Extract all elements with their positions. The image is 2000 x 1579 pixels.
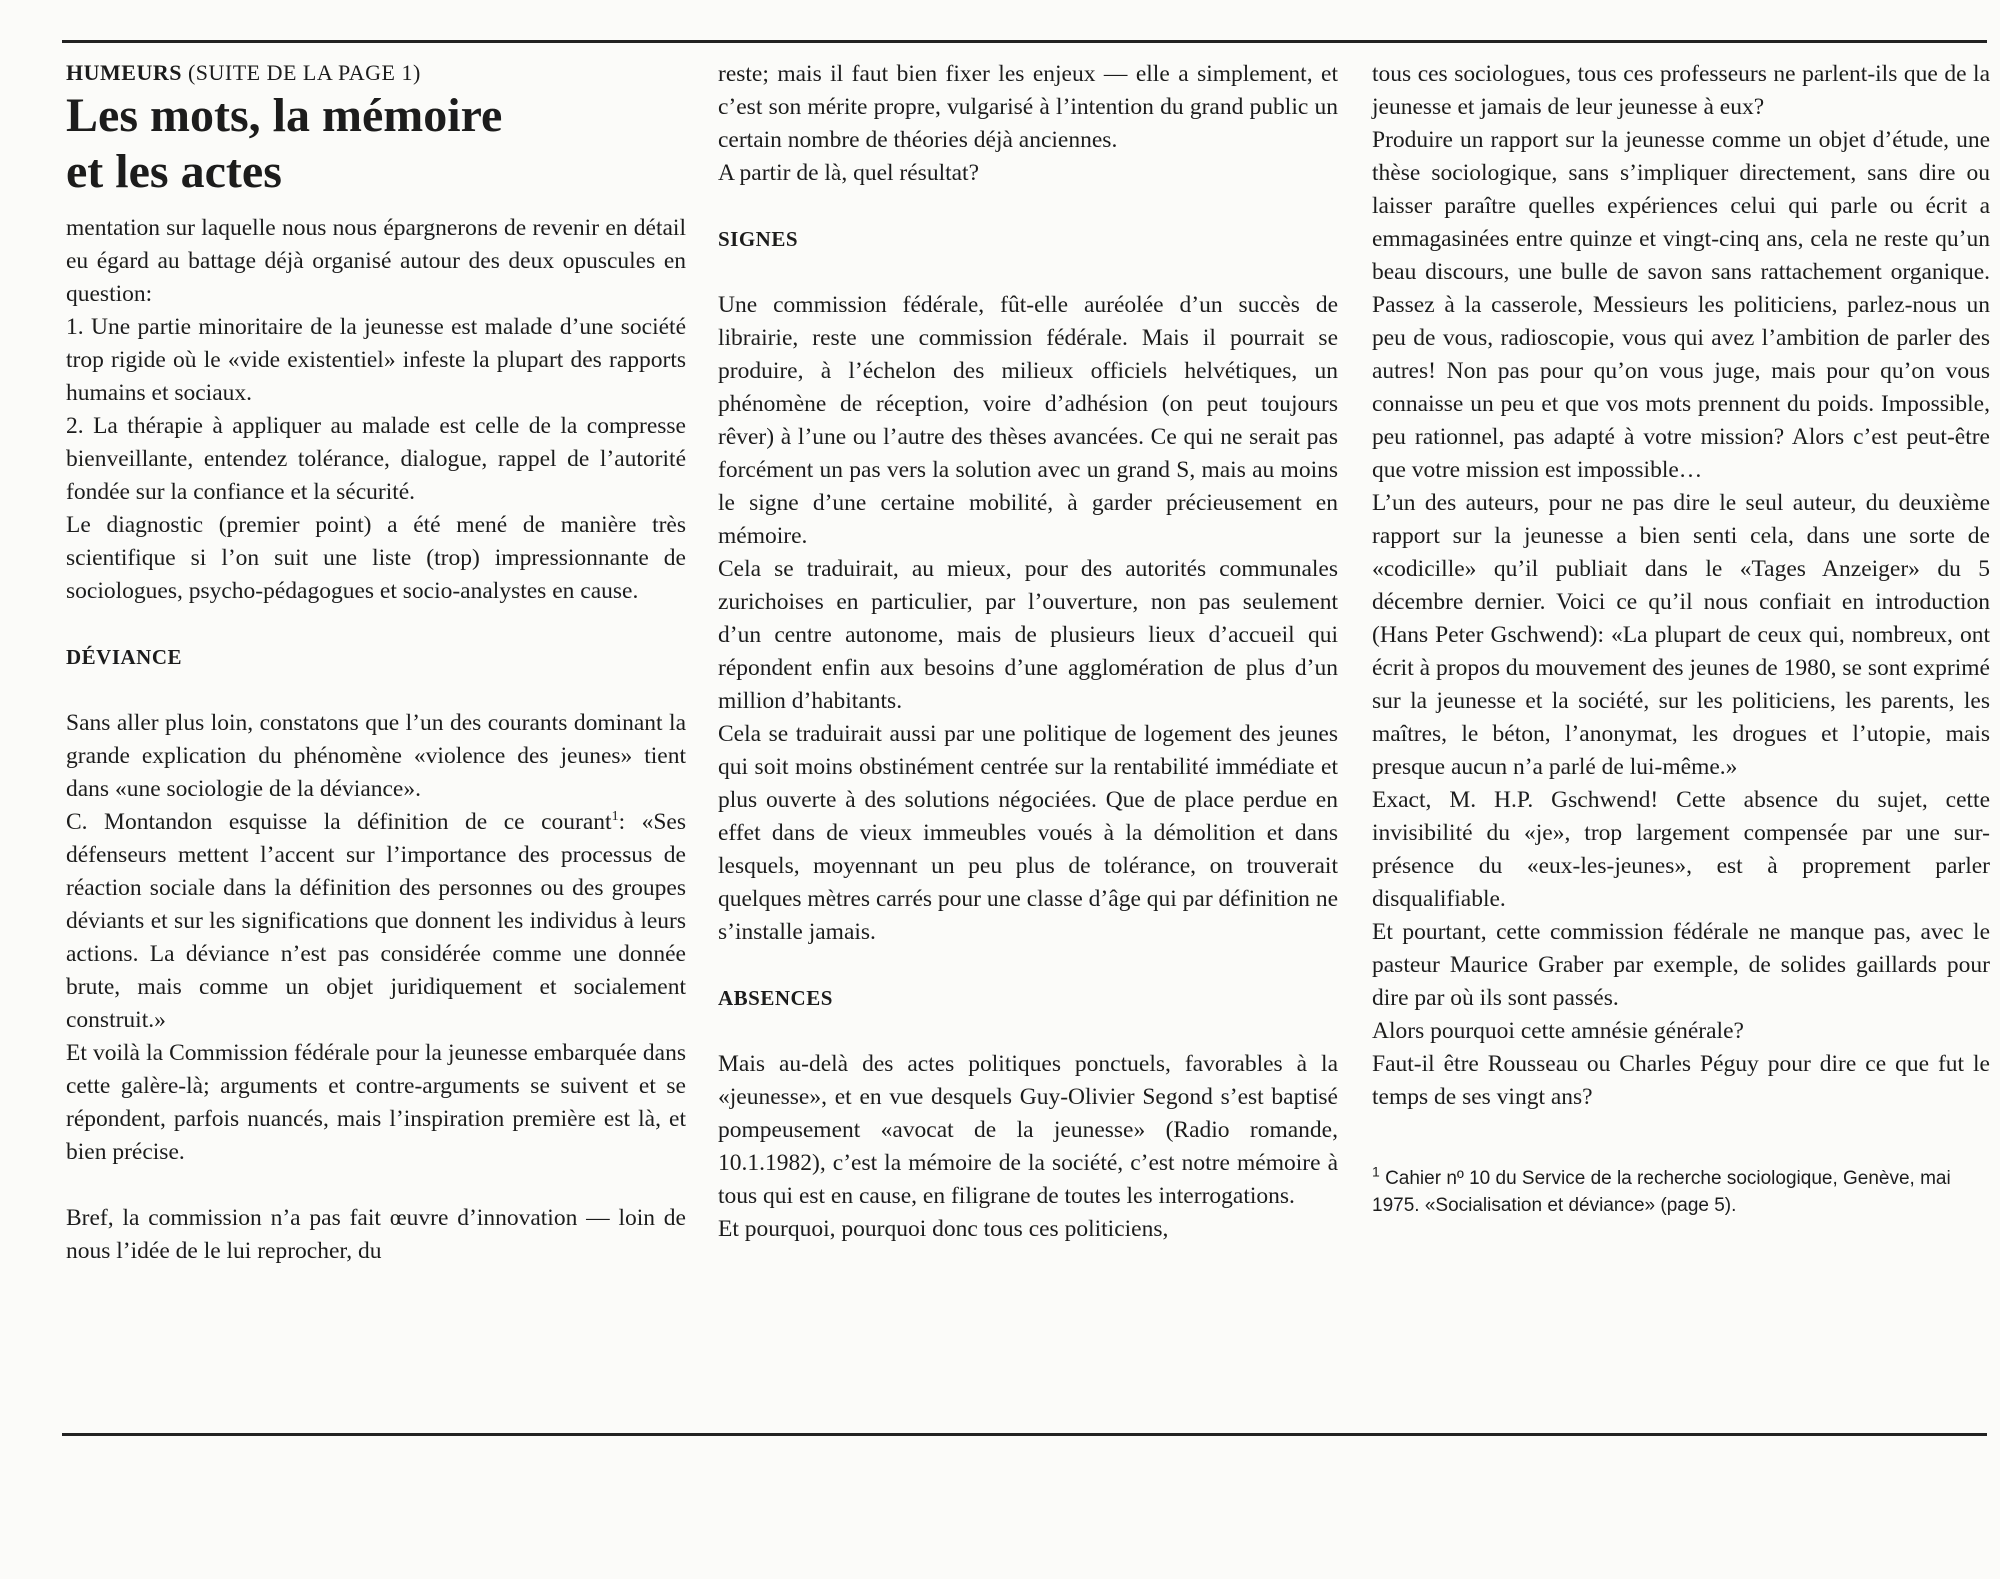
paragraph: Le diagnostic (premier point) a été mené de manière très scientifique si l’on suit une liste (trop) impressionnante de sociologues, psycho-pédagogues et socio-analystes en cause. <box>66 512 686 604</box>
paragraph: reste; mais il faut bien fixer les enjeux — elle a simplement, et c’est son mérite propre, vulgarisé à l’intention du grand public un certain nombre de théories déjà anciennes. <box>718 61 1338 153</box>
paragraph: A partir de là, quel résultat? <box>718 160 980 186</box>
column-2 <box>718 58 1338 1246</box>
footnote <box>1372 1165 1990 1219</box>
title-line-1: Les mots, la mémoire <box>66 89 503 142</box>
column-3 <box>1372 58 1990 1219</box>
paragraph: Mais au-delà des actes politiques ponctuels, favorables à la «jeunesse», et en vue desquels Guy-Olivier Segond s’est baptisé pompeusement «avocat de la jeunesse» (Radio romande, 10.1.1982), c’est la mémoire de la société, c’est notre mémoire à tous qui est en cause, en filigrane de toutes les interrogations. <box>718 1051 1338 1209</box>
top-rule <box>62 40 1987 43</box>
paragraph: Faut-il être Rousseau ou Charles Péguy pour dire ce que fut le temps de ses vingt ans? <box>1372 1051 1990 1110</box>
paragraph: Une commission fédérale, fût-elle auréolée d’un succès de librairie, reste une commission fédérale. Mais il pourrait se produire, à l’échelon des milieux officiels helvétiques, un phénomène de réception, voire d’adhésion (on peut toujours rêver) à l’une ou l’autre des thèses avancées. Ce qui ne serait pas forcément un pas vers la solution avec un grand S, mais au moins le signe d’une certaine mobilité, à garder précieusement en mémoire. <box>718 292 1338 549</box>
footnote-number: 1 <box>1372 1163 1380 1180</box>
paragraph: Exact, M. H.P. Gschwend! Cette absence du sujet, cette invisibilité du «je», trop largement compensée par une sur-présence du «eux-les-jeunes», est à proprement parler disqualifiable. <box>1372 787 1990 912</box>
footnote-ref: 1 <box>611 809 619 825</box>
article-title <box>66 88 686 200</box>
footnote-text: Cahier nº 10 du Service de la recherche sociologique, Genève, mai 1975. «Socialisation et déviance» (page 5). <box>1372 1168 1951 1216</box>
paragraph: Sans aller plus loin, constatons que l’un des courants dominant la grande explication du phénomène «violence des jeunes» tient dans «une sociologie de la déviance». <box>66 710 686 802</box>
paragraph: Produire un rapport sur la jeunesse comme un objet d’étude, une thèse sociologique, sans s’impliquer directement, sans dire ou laisser paraître quelles expériences celui qui parle ou écrit a emmagasinées entre quinze et vingt-cinq ans, cela ne reste qu’un beau discours, une bulle de savon sans rattachement organique. Passez à la casserole, Messieurs les politiciens, parlez-nous un peu de vous, radioscopie, vous qui avez l’ambition de parler des autres! Non pas pour qu’on vous juge, mais pour qu’on vous connaisse un peu et que vos mots prennent du poids. Impossible, peu rationnel, pas adapté à votre mission? Alors c’est peut-être que votre mission est impossible… <box>1372 127 1990 483</box>
kicker-section: HUMEURS <box>66 60 182 85</box>
paragraph: Et pourquoi, pourquoi donc tous ces politiciens, <box>718 1216 1169 1242</box>
bottom-rule <box>62 1433 1987 1436</box>
subheading-deviance: DÉVIANCE <box>66 645 183 669</box>
paragraph: tous ces sociologues, tous ces professeurs ne parlent-ils que de la jeunesse et jamais de leur jeunesse à eux? <box>1372 61 1990 120</box>
paragraph: L’un des auteurs, pour ne pas dire le seul auteur, du deuxième rapport sur la jeunesse a bien senti cela, dans une sorte de «codicille» qu’il publiait dans le «Tages Anzeiger» du 5 décembre dernier. Voici ce qu’il nous confiait en introduction (Hans Peter Gschwend): «La plupart de ceux qui, nombreux, ont écrit à propos du mouvement des jeunes de 1980, se sont exprimé sur la jeunesse et la société, sur les politiciens, les parents, les maîtres, le béton, l’anonymat, les drogues et l’utopie, mais presque aucun n’a parlé de lui-même.» <box>1372 490 1990 780</box>
paragraph-text: C. Montandon esquisse la définition de ce courant <box>66 809 612 835</box>
paragraph: Alors pourquoi cette amnésie générale? <box>1372 1018 1744 1044</box>
paragraph: Cela se traduirait, au mieux, pour des autorités communales zurichoises en particulier, par l’ouverture, non pas seulement d’un centre autonome, mais de plusieurs lieux d’accueil qui répondent enfin aux besoins d’une agglomération de plus d’un million d’habitants. <box>718 556 1338 714</box>
kicker <box>66 58 686 88</box>
title-line-2: et les actes <box>66 145 282 198</box>
paragraph: Bref, la commission n’a pas fait œuvre d’innovation — loin de nous l’idée de le lui reprocher, du <box>66 1205 686 1264</box>
paragraph <box>66 806 686 1037</box>
subheading-signes: SIGNES <box>718 227 799 251</box>
paragraph: Cela se traduirait aussi par une politique de logement des jeunes qui soit moins obstinément centrée sur la rentabilité immédiate et plus ouverte à des solutions négociées. Que de place perdue en effet dans de vieux immeubles voués à la démolition et dans lesquels, moyennant un peu plus de tolérance, on trouverait quelques mètres carrés pour une classe d’âge qui par définition ne s’installe jamais. <box>718 721 1338 945</box>
paragraph: 1. Une partie minoritaire de la jeunesse est malade d’une société trop rigide où le «vide existentiel» infeste la plupart des rapports humains et sociaux. <box>66 314 686 406</box>
paragraph: Et voilà la Commission fédérale pour la jeunesse embarquée dans cette galère-là; arguments et contre-arguments se suivent et se répondent, parfois nuancés, mais l’inspiration première est là, et bien précise. <box>66 1040 686 1165</box>
paragraph: Et pourtant, cette commission fédérale ne manque pas, avec le pasteur Maurice Graber par exemple, de solides gaillards pour dire par où ils sont passés. <box>1372 919 1990 1011</box>
paragraph: 2. La thérapie à appliquer au malade est celle de la compresse bienveillante, entendez tolérance, dialogue, rappel de l’autorité fondée sur la confiance et la sécurité. <box>66 413 686 505</box>
paragraph: mentation sur laquelle nous nous épargnerons de revenir en détail eu égard au battage déjà organisé autour des deux opuscules en question: <box>66 215 686 307</box>
paragraph-text: : «Ses défenseurs mettent l’accent sur l’importance des processus de réaction sociale dans la définition des personnes ou des groupes déviants et sur les significations que donnent les individus à leurs actions. La déviance n’est pas considérée comme une donnée brute, mais comme un objet juridiquement et socialement construit.» <box>66 809 686 1033</box>
column-1 <box>66 58 686 1268</box>
subheading-absences: ABSENCES <box>718 986 833 1010</box>
kicker-continuation: (SUITE DE LA PAGE 1) <box>181 60 421 85</box>
